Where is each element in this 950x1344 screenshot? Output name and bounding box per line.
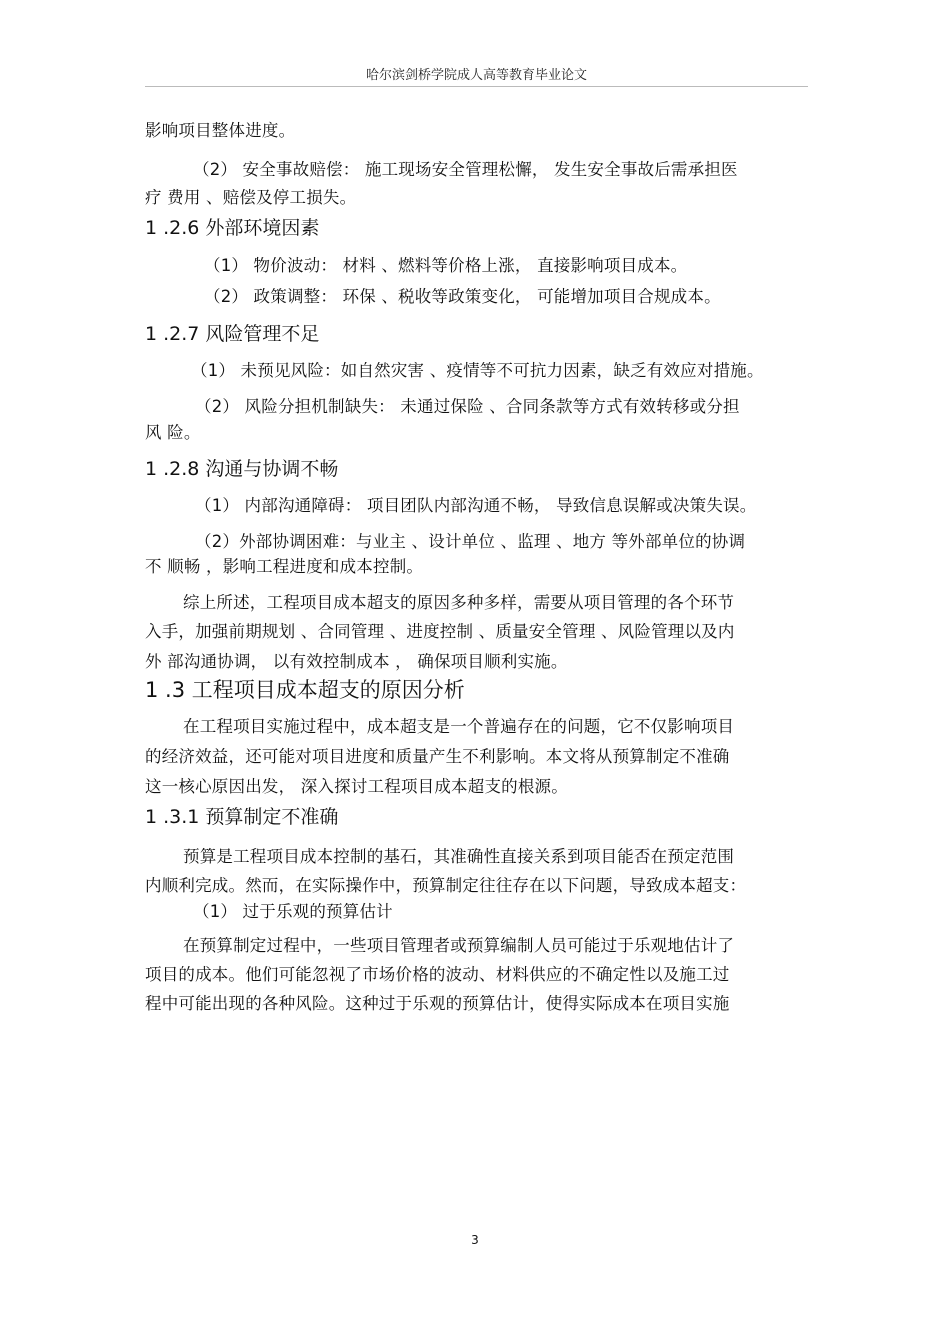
text-line: （1） 未预见风险：如自然灾害 、疫情等不可抗力因素，缺乏有效应对措施。 [191, 361, 764, 380]
text-line: 内顺利完成。然而，在实际操作中，预算制定往往存在以下问题，导致成本超支： [145, 876, 747, 895]
header-divider [145, 86, 808, 87]
text-line: 风 险。 [145, 423, 201, 442]
section-heading-1-2-7: 1 .2.7 风险管理不足 [145, 323, 320, 345]
section-heading-1-2-8: 1 .2.8 沟通与协调不畅 [145, 458, 339, 480]
text-line: 程中可能出现的各种风险。这种过于乐观的预算估计，使得实际成本在项目实施 [145, 994, 730, 1013]
text-line: 在工程项目实施过程中，成本超支是一个普遍存在的问题，它不仅影响项目 [183, 717, 735, 736]
text-line: 影响项目整体进度。 [145, 121, 296, 140]
text-line: 入手，加强前期规划 、合同管理 、进度控制 、质量安全管理 、风险管理以及内 [145, 622, 735, 641]
text-line: 在预算制定过程中，一些项目管理者或预算编制人员可能过于乐观地估计了 [183, 936, 735, 955]
text-line: （1） 过于乐观的预算估计 [193, 902, 393, 921]
section-heading-1-2-6: 1 .2.6 外部环境因素 [145, 217, 320, 239]
text-line: 项目的成本。他们可能忽视了市场价格的波动、材料供应的不确定性以及施工过 [145, 965, 730, 984]
text-line: （2） 政策调整： 环保 、税收等政策变化， 可能增加项目合规成本。 [204, 287, 721, 306]
section-heading-1-3: 1 .3 工程项目成本超支的原因分析 [145, 678, 465, 702]
text-line: 外 部沟通协调， 以有效控制成本 ， 确保项目顺利实施。 [145, 652, 568, 671]
text-line: 综上所述，工程项目成本超支的原因多种多样，需要从项目管理的各个环节 [183, 593, 735, 612]
text-line: （2）外部协调困难：与业主 、设计单位 、监理 、地方 等外部单位的协调 [195, 532, 746, 551]
text-line: （1） 物价波动： 材料 、燃料等价格上涨， 直接影响项目成本。 [204, 256, 688, 275]
text-line: 这一核心原因出发， 深入探讨工程项目成本超支的根源。 [145, 777, 568, 796]
section-heading-1-3-1: 1 .3.1 预算制定不准确 [145, 806, 339, 828]
running-header: 哈尔滨剑桥学院成人高等教育毕业论文 [365, 68, 587, 83]
page-number: 3 [471, 1233, 479, 1247]
text-line: 不 顺畅 ，影响工程进度和成本控制。 [145, 557, 424, 576]
text-line: 预算是工程项目成本控制的基石，其准确性直接关系到项目能否在预定范围 [183, 847, 735, 866]
text-line: 疗 费用 、赔偿及停工损失。 [145, 188, 357, 207]
text-line: （2） 安全事故赔偿： 施工现场安全管理松懈， 发生安全事故后需承担医 [193, 160, 738, 179]
text-line: （1） 内部沟通障碍： 项目团队内部沟通不畅， 导致信息误解或决策失误。 [195, 496, 757, 515]
text-line: （2） 风险分担机制缺失： 未通过保险 、合同条款等方式有效转移或分担 [195, 397, 740, 416]
text-line: 的经济效益，还可能对项目进度和质量产生不利影响。本文将从预算制定不准确 [145, 747, 730, 766]
